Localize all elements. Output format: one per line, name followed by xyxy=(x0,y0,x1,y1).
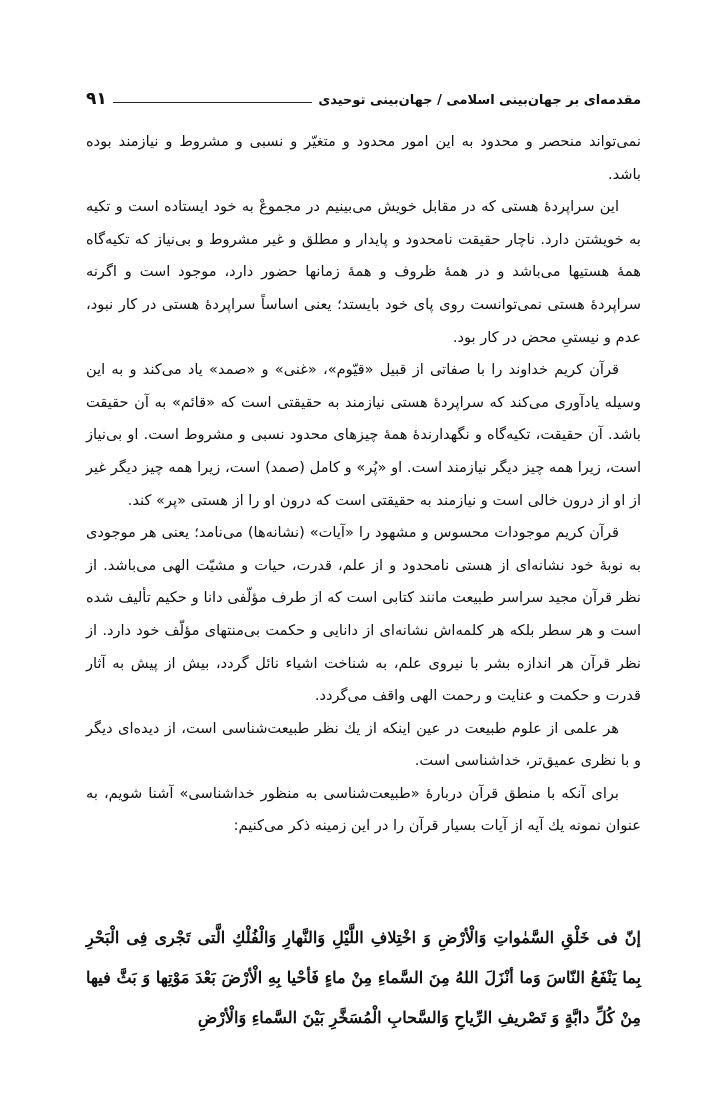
paragraph: قرآن کریم موجودات محسوس و مشهود را «آیات» (نشانه‌ها) می‌نامد؛ یعنی هر موجودی به نوبهٔ خود نشانه‌ای از هستی نامحدود و از علم، قدرت، حیات و مشیّت الهی می‌باشد. از نظر قرآن مجید سراسر طبیعت مانند کتابی است که از طرف مؤلّفی دانا و حکیم تألیف شده است و هر سطر بلکه هر کلمه‌اش نشانه‌ای از دانایی و حکمت بی‌منتهای مؤلّف خود دارد. از نظر قرآن هر اندازه بشر با نیروی علم، به شناخت اشیاء نائل گردد، بیش از پیش به آثار قدرت و حکمت و عنایت و رحمت الهی واقف می‌گردد. xyxy=(86,524,641,705)
paragraph: برای آنکه با منطق قرآن دربارهٔ «طبیعت‌شناسی به منظور خداشناسی» آشنا شویم، به عنوان نمونه یك آیه از آیات بسیار قرآن را در این زمینه ذکر می‌کنیم: xyxy=(86,784,641,835)
paragraph: هر علمی از علوم طبیعت در عین اینکه از یك نظر طبیعت‌شناسی است، از دیده‌ای دیگر و با نظری عمیق‌تر، خداشناسی است. xyxy=(86,719,641,770)
verse-text: إنّ فی خَلْقِ السَّمٰواتِ وَالْأرْضِ وَ اخْتِلافِ اللَّیْلِ وَالنَّهارِ وَالْفُلْكِ الَّتی تَجْری فِی الْبَحْرِ بِما یَنْفَعُ النّاسَ وَما أنْزَلَ اللهُ مِنَ السَّماءِ مِنْ ماءٍ فَأحْیا بِهِ الْأرْضَ بَعْدَ مَوْتِها وَ بَثَّ فیها مِنْ كُلِّ دابَّةٍ وَ تَصْریفِ الرِّیاحِ وَالسَّحابِ الْمُسَخَّرِ بَیْنَ السَّماءِ وَالْأرْضِ xyxy=(86,928,641,1027)
page-number: ۹۱ xyxy=(86,89,107,109)
paragraph: این سراپردهٔ هستی که در مقابل خویش می‌بینیم در مجموعْ به خود ایستاده است و تکیه به خویشتن دارد. ناچار حقیقت نامحدود و پایدار و مطلق و غیر مشروط و بی‌نیاز که تکیه‌گاه همهٔ هستیها می‌باشد و در همهٔ ظروف و همهٔ زمانها حضور دارد، موجود است و اگرنه سراپردهٔ هستی نمی‌توانست روی پای خود بایستد؛ یعنی اساساً سراپردهٔ هستی در کار نبود، عدم و نیستیِ محض در کار بود. xyxy=(86,198,641,346)
quran-verse xyxy=(86,918,641,1038)
running-header xyxy=(86,86,641,108)
paragraph-continuation: نمی‌تواند منحصر و محدود به این امور محدود و متغیّر و نسبی و مشروط و نیازمند بوده باشد. xyxy=(86,133,641,183)
paragraph: قرآن کریم خداوند را با صفاتی از قبیل «قیّوم»، «غنی» و «صمد» یاد می‌کند و به این وسیله یادآوری می‌کند که سراپردهٔ هستی نیازمند به حقیقتی است که «قائم» به آن حقیقت باشد. آن حقیقت، تکیه‌گاه و نگهدارندهٔ همهٔ چیزهای محدود نسبی و مشروط است. او بی‌نیاز است، زیرا همه چیز دیگر نیازمند است. او «پُر» و کامل (صمد) است، زیرا همه چیز دیگر غیر از او از درون خالی است و نیازمند به حقیقتی است که درون او را از هستی «پر» کند. xyxy=(86,361,641,509)
running-title: مقدمه‌ای بر جهان‌بینی اسلامی / جهان‌بینی توحیدی xyxy=(318,93,641,108)
body-text xyxy=(86,126,641,843)
header-rule xyxy=(113,102,313,103)
